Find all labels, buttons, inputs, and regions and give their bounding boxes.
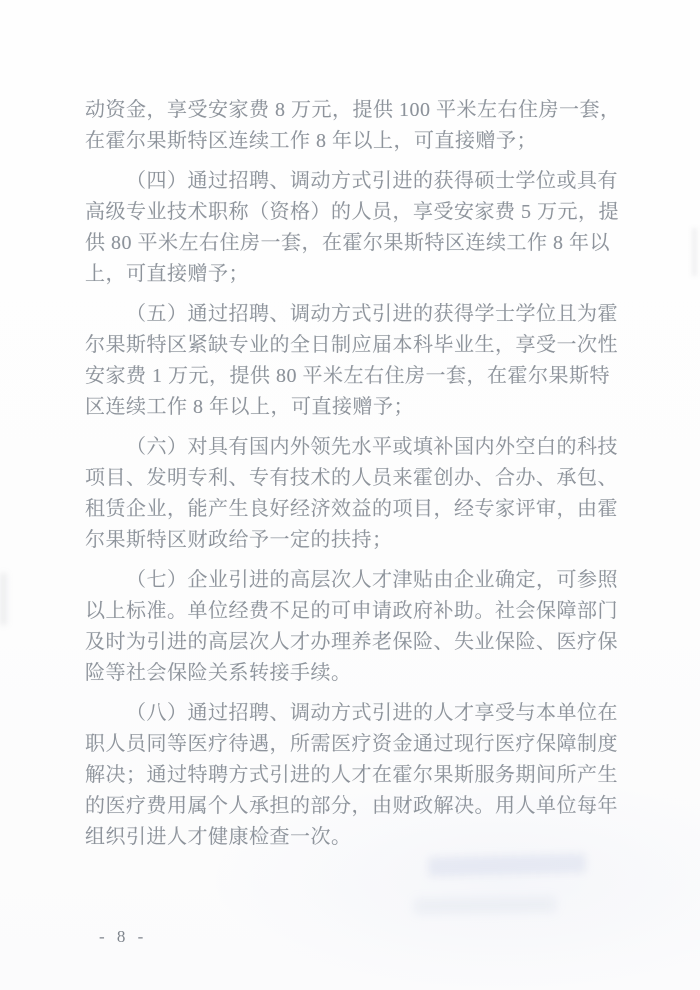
ink-bleed-artifact	[428, 853, 586, 877]
text-line: （八）通过招聘、调动方式引进的人才享受与本单位在	[126, 702, 618, 724]
text-line: 及时为引进的高层次人才办理养老保险、失业保险、医疗保	[85, 631, 618, 653]
text-line: （五）通过招聘、调动方式引进的获得学士学位且为霍	[126, 303, 618, 325]
page-number: - 8 -	[99, 927, 148, 946]
text-line: 安家费 1 万元，提供 80 平米左右住房一套，在霍尔果斯特	[85, 365, 610, 387]
text-line: 项目、发明专利、专有技术的人员来霍创办、合办、承包、	[85, 467, 618, 489]
scan-edge-artifact	[692, 228, 697, 276]
paragraph-item-7	[85, 565, 625, 689]
text-line: 上，可直接赠予；	[85, 263, 249, 285]
text-line: 的医疗费用属个人承担的部分，由财政解决。用人单位每年	[85, 795, 618, 817]
text-line: 职人员同等医疗待遇，所需医疗资金通过现行医疗保障制度	[85, 733, 618, 755]
text-line: 区连续工作 8 年以上，可直接赠予；	[85, 396, 414, 418]
text-line: 尔果斯特区紧缺专业的全日制应届本科毕业生，享受一次性	[85, 334, 618, 356]
paragraph-item-6	[85, 432, 625, 556]
text-line: 组织引进人才健康检查一次。	[85, 826, 352, 848]
ink-bleed-artifact	[414, 897, 556, 914]
text-line: 尔果斯特区财政给予一定的扶持；	[85, 529, 393, 551]
text-line: 租赁企业，能产生良好经济效益的项目，经专家评审，由霍	[85, 498, 618, 520]
paragraph-item-5	[85, 299, 625, 423]
text-line: （六）对具有国内外领先水平或填补国内外空白的科技	[126, 436, 618, 458]
paragraph-item-8	[85, 698, 625, 853]
text-line: （七）企业引进的高层次人才津贴由企业确定，可参照	[126, 569, 618, 591]
scan-edge-artifact	[0, 573, 7, 625]
text-line: 险等社会保险关系转接手续。	[85, 662, 352, 684]
text-line: 在霍尔果斯特区连续工作 8 年以上，可直接赠予；	[85, 130, 537, 152]
text-line: （四）通过招聘、调动方式引进的获得硕士学位或具有	[126, 170, 618, 192]
text-line: 以上标准。单位经费不足的可申请政府补助。社会保障部门	[85, 600, 618, 622]
text-line: 高级专业技术职称（资格）的人员，享受安家费 5 万元，提	[85, 201, 619, 223]
text-line: 动资金，享受安家费 8 万元，提供 100 平米左右住房一套，	[85, 99, 621, 121]
text-line: 供 80 平米左右住房一套，在霍尔果斯特区连续工作 8 年以	[85, 232, 610, 254]
document-body	[85, 95, 625, 862]
paragraph-item-4	[85, 166, 625, 290]
paragraph-continuation-item-3	[85, 95, 625, 157]
text-line: 解决；通过特聘方式引进的人才在霍尔果斯服务期间所产生	[85, 764, 618, 786]
